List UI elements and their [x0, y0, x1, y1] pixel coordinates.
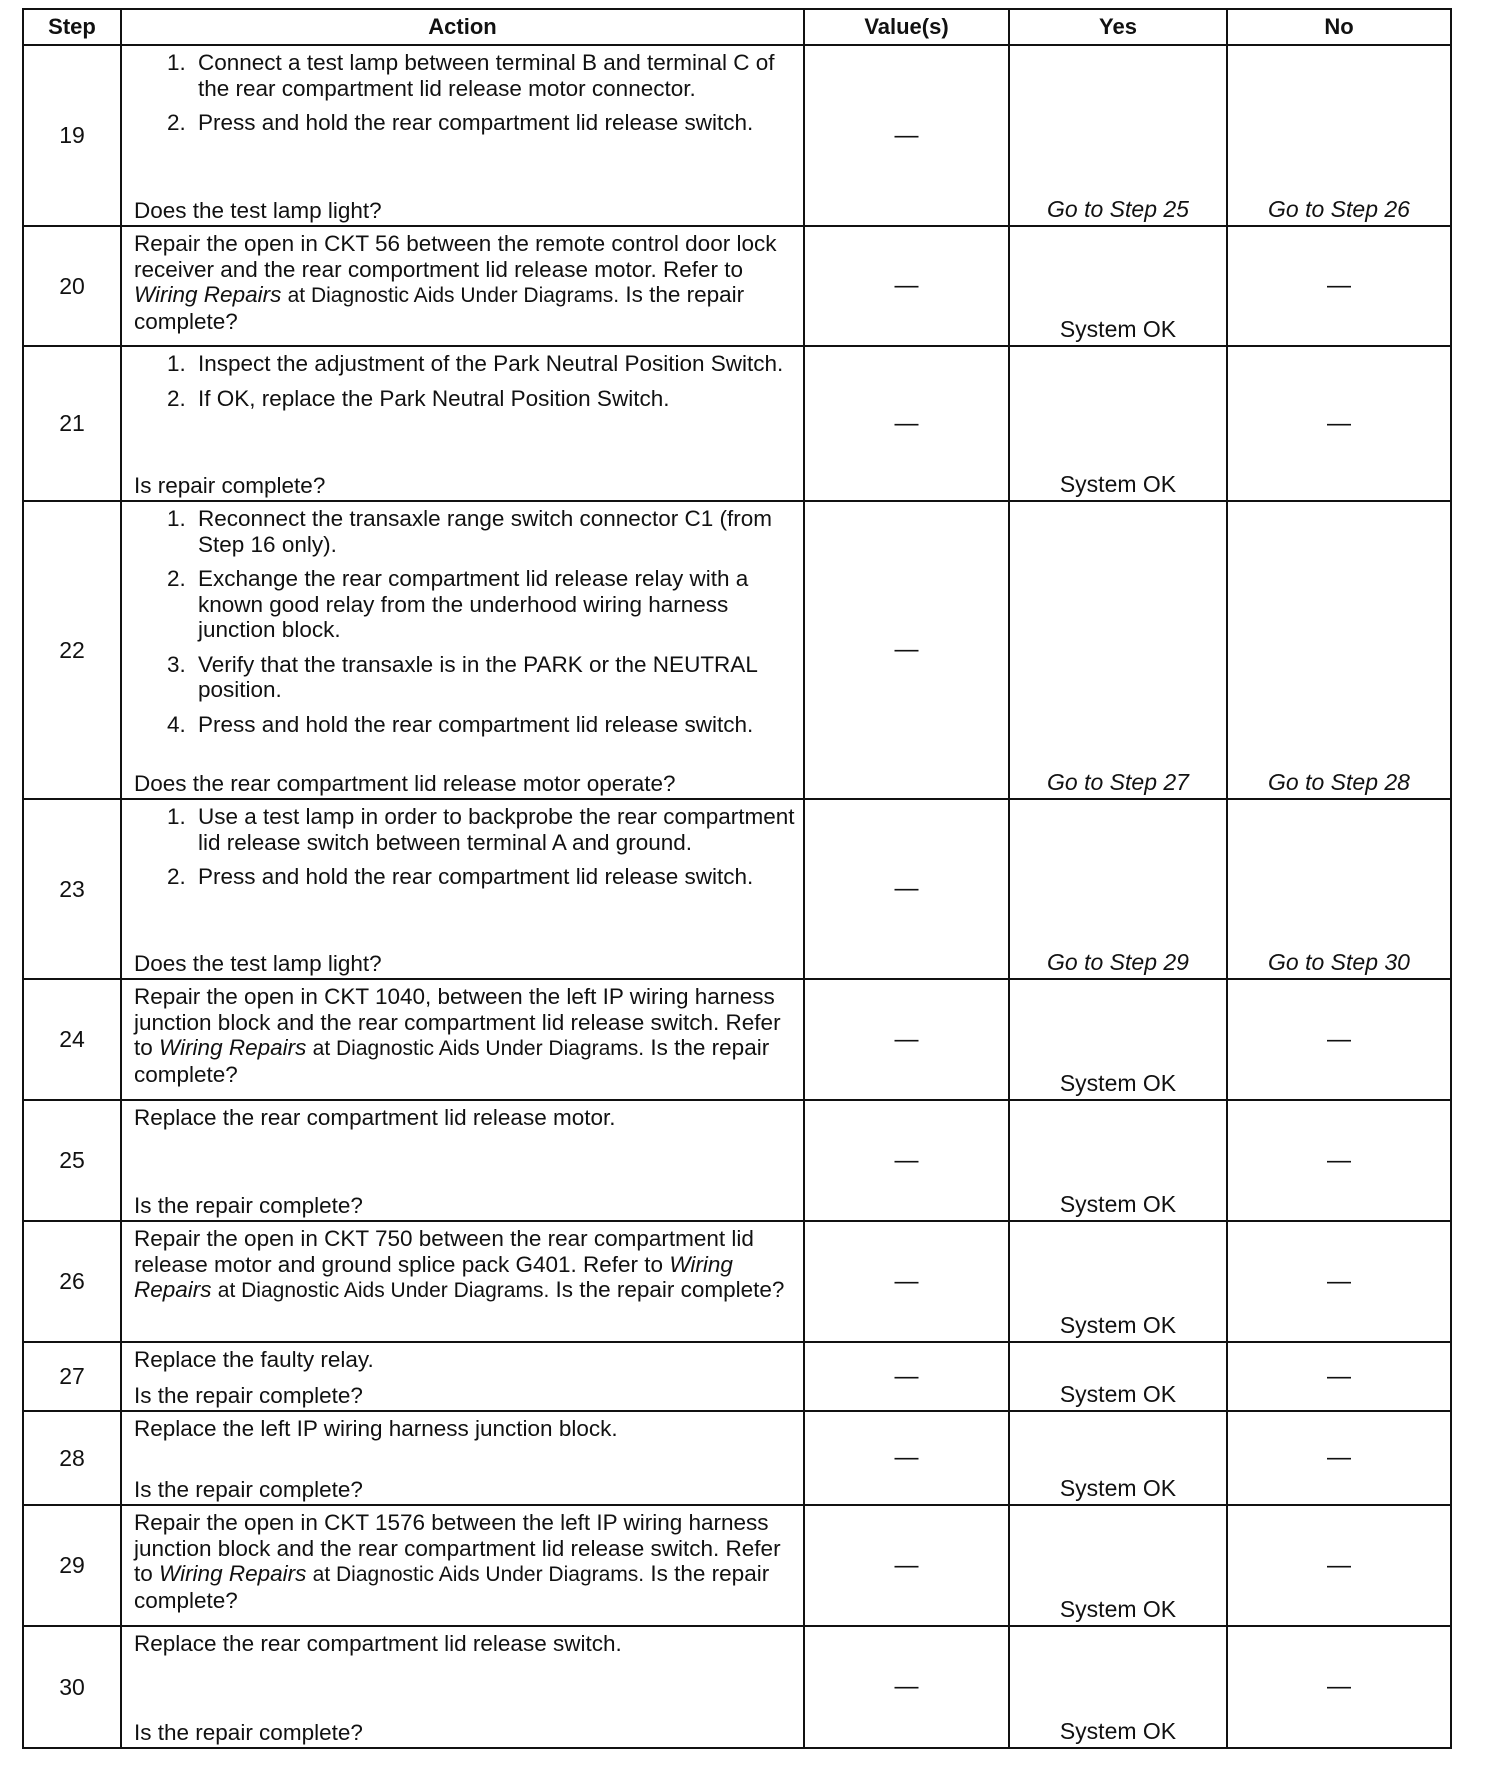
value-cell: —: [804, 45, 1009, 226]
no-cell: Go to Step 30: [1227, 799, 1451, 979]
action-question: Does the test lamp light?: [134, 950, 382, 976]
diagnostic-table-page: [22, 8, 1450, 1749]
wiring-repairs-reference: Wiring Repairs: [134, 282, 282, 307]
wiring-repairs-reference: Wiring Repairs: [134, 1251, 733, 1302]
action-cell: [121, 226, 804, 346]
action-cell: [121, 979, 804, 1100]
action-cell: [121, 1342, 804, 1411]
step-number: 19: [23, 45, 121, 226]
action-step: 1. Inspect the adjustment of the Park Neutral Position Switch.: [192, 351, 795, 377]
step-number: 30: [23, 1626, 121, 1748]
reference-location: at Diagnostic Aids Under Diagrams.: [312, 1563, 645, 1586]
yes-cell: System OK: [1009, 979, 1227, 1100]
no-cell: —: [1227, 1100, 1451, 1221]
header-step: Step: [23, 9, 121, 45]
step-number: 20: [23, 226, 121, 346]
wiring-repairs-reference: Wiring Repairs: [159, 1035, 307, 1060]
value-cell: —: [804, 1626, 1009, 1748]
yes-cell: System OK: [1009, 346, 1227, 501]
table-row: [23, 1411, 1451, 1505]
action-question: Is the repair complete?: [134, 1719, 363, 1745]
action-text: Repair the open in CKT 1040, between the left IP wiring harness junction block and the rear compartment lid release switch. Refer to: [134, 984, 781, 1060]
yes-cell: System OK: [1009, 1411, 1227, 1505]
step-number: 28: [23, 1411, 121, 1505]
yes-cell: System OK: [1009, 1342, 1227, 1411]
header-yes: Yes: [1009, 9, 1227, 45]
action-cell: [121, 346, 804, 501]
action-text: Replace the faulty relay.: [134, 1347, 374, 1372]
table-row: [23, 346, 1451, 501]
table-row: [23, 45, 1451, 226]
step-number: 21: [23, 346, 121, 501]
action-cell: [121, 1411, 804, 1505]
no-cell: Go to Step 26: [1227, 45, 1451, 226]
action-text: Repair the open in CKT 1576 between the left IP wiring harness junction block and the rear compartment lid release switch. Refer to: [134, 1510, 781, 1586]
action-question: Is the repair complete?: [134, 282, 745, 334]
table-row: [23, 501, 1451, 799]
action-text: Repair the open in CKT 750 between the rear compartment lid release motor and ground splice pack G401. Refer to: [134, 1226, 754, 1277]
no-cell: Go to Step 28: [1227, 501, 1451, 799]
value-cell: —: [804, 501, 1009, 799]
action-steps: [134, 50, 795, 145]
table-row: [23, 1221, 1451, 1342]
reference-location: at Diagnostic Aids Under Diagrams.: [217, 1279, 550, 1302]
action-question: Does the rear compartment lid release motor operate?: [134, 770, 676, 796]
action-cell: [121, 799, 804, 979]
action-step: 3. Verify that the transaxle is in the PARK or the NEUTRAL position.: [192, 652, 795, 703]
header-row: [23, 9, 1451, 45]
value-cell: —: [804, 1342, 1009, 1411]
action-steps: [134, 804, 795, 899]
action-cell: [121, 501, 804, 799]
action-question: Is the repair complete?: [134, 1192, 363, 1218]
yes-cell: System OK: [1009, 1626, 1227, 1748]
no-cell: —: [1227, 1221, 1451, 1342]
table-row: [23, 1626, 1451, 1748]
action-question: Is the repair complete?: [134, 1382, 363, 1408]
step-number: 22: [23, 501, 121, 799]
action-question: Is the repair complete?: [134, 1476, 363, 1502]
table-row: [23, 1505, 1451, 1626]
table-row: [23, 1342, 1451, 1411]
wiring-repairs-reference: Wiring Repairs: [159, 1561, 307, 1586]
action-step: 2. Press and hold the rear compartment lid release switch.: [192, 110, 795, 136]
step-number: 29: [23, 1505, 121, 1626]
action-step: 2. If OK, replace the Park Neutral Position Switch.: [192, 386, 795, 412]
action-step: 4. Press and hold the rear compartment lid release switch.: [192, 712, 795, 738]
no-cell: —: [1227, 346, 1451, 501]
yes-cell: Go to Step 29: [1009, 799, 1227, 979]
action-text: Replace the left IP wiring harness junction block.: [134, 1416, 618, 1441]
step-number: 25: [23, 1100, 121, 1221]
no-cell: —: [1227, 1411, 1451, 1505]
action-steps: [134, 351, 795, 420]
reference-location: at Diagnostic Aids Under Diagrams.: [287, 284, 620, 307]
action-step: 1. Connect a test lamp between terminal B and terminal C of the rear compartment lid release motor connector.: [192, 50, 795, 101]
no-cell: —: [1227, 1626, 1451, 1748]
action-step: 1. Use a test lamp in order to backprobe the rear compartment lid release switch between terminal A and ground.: [192, 804, 795, 855]
no-cell: —: [1227, 979, 1451, 1100]
yes-cell: System OK: [1009, 226, 1227, 346]
action-steps: [134, 506, 795, 746]
value-cell: —: [804, 1221, 1009, 1342]
action-text: Replace the rear compartment lid release motor.: [134, 1105, 616, 1130]
yes-cell: System OK: [1009, 1100, 1227, 1221]
header-action: Action: [121, 9, 804, 45]
step-number: 24: [23, 979, 121, 1100]
action-question: Is the repair complete?: [134, 1035, 770, 1087]
action-question: Is the repair complete?: [555, 1277, 785, 1302]
action-question: Does the test lamp light?: [134, 197, 382, 223]
value-cell: —: [804, 1505, 1009, 1626]
step-number: 23: [23, 799, 121, 979]
table-row: [23, 979, 1451, 1100]
yes-cell: System OK: [1009, 1221, 1227, 1342]
value-cell: —: [804, 226, 1009, 346]
value-cell: —: [804, 1100, 1009, 1221]
value-cell: —: [804, 346, 1009, 501]
no-cell: —: [1227, 226, 1451, 346]
header-values: Value(s): [804, 9, 1009, 45]
action-text: Replace the rear compartment lid release switch.: [134, 1631, 622, 1656]
step-number: 27: [23, 1342, 121, 1411]
action-step: 2. Press and hold the rear compartment lid release switch.: [192, 864, 795, 890]
action-cell: [121, 45, 804, 226]
value-cell: —: [804, 799, 1009, 979]
action-question: Is repair complete?: [134, 472, 326, 498]
action-question: Is the repair complete?: [134, 1561, 770, 1613]
table-row: [23, 226, 1451, 346]
header-no: No: [1227, 9, 1451, 45]
yes-cell: System OK: [1009, 1505, 1227, 1626]
table-row: [23, 799, 1451, 979]
value-cell: —: [804, 979, 1009, 1100]
action-cell: [121, 1626, 804, 1748]
value-cell: —: [804, 1411, 1009, 1505]
yes-cell: Go to Step 25: [1009, 45, 1227, 226]
reference-location: at Diagnostic Aids Under Diagrams.: [312, 1037, 645, 1060]
no-cell: —: [1227, 1505, 1451, 1626]
table-row: [23, 1100, 1451, 1221]
action-cell: [121, 1100, 804, 1221]
yes-cell: Go to Step 27: [1009, 501, 1227, 799]
action-text: Repair the open in CKT 56 between the remote control door lock receiver and the rear comportment lid release motor. Refer to: [134, 231, 777, 282]
diagnostic-table: [22, 8, 1452, 1749]
action-cell: [121, 1505, 804, 1626]
action-step: 2. Exchange the rear compartment lid release relay with a known good relay from the underhood wiring harness junction block.: [192, 566, 795, 643]
action-cell: [121, 1221, 804, 1342]
action-step: 1. Reconnect the transaxle range switch connector C1 (from Step 16 only).: [192, 506, 795, 557]
step-number: 26: [23, 1221, 121, 1342]
no-cell: —: [1227, 1342, 1451, 1411]
